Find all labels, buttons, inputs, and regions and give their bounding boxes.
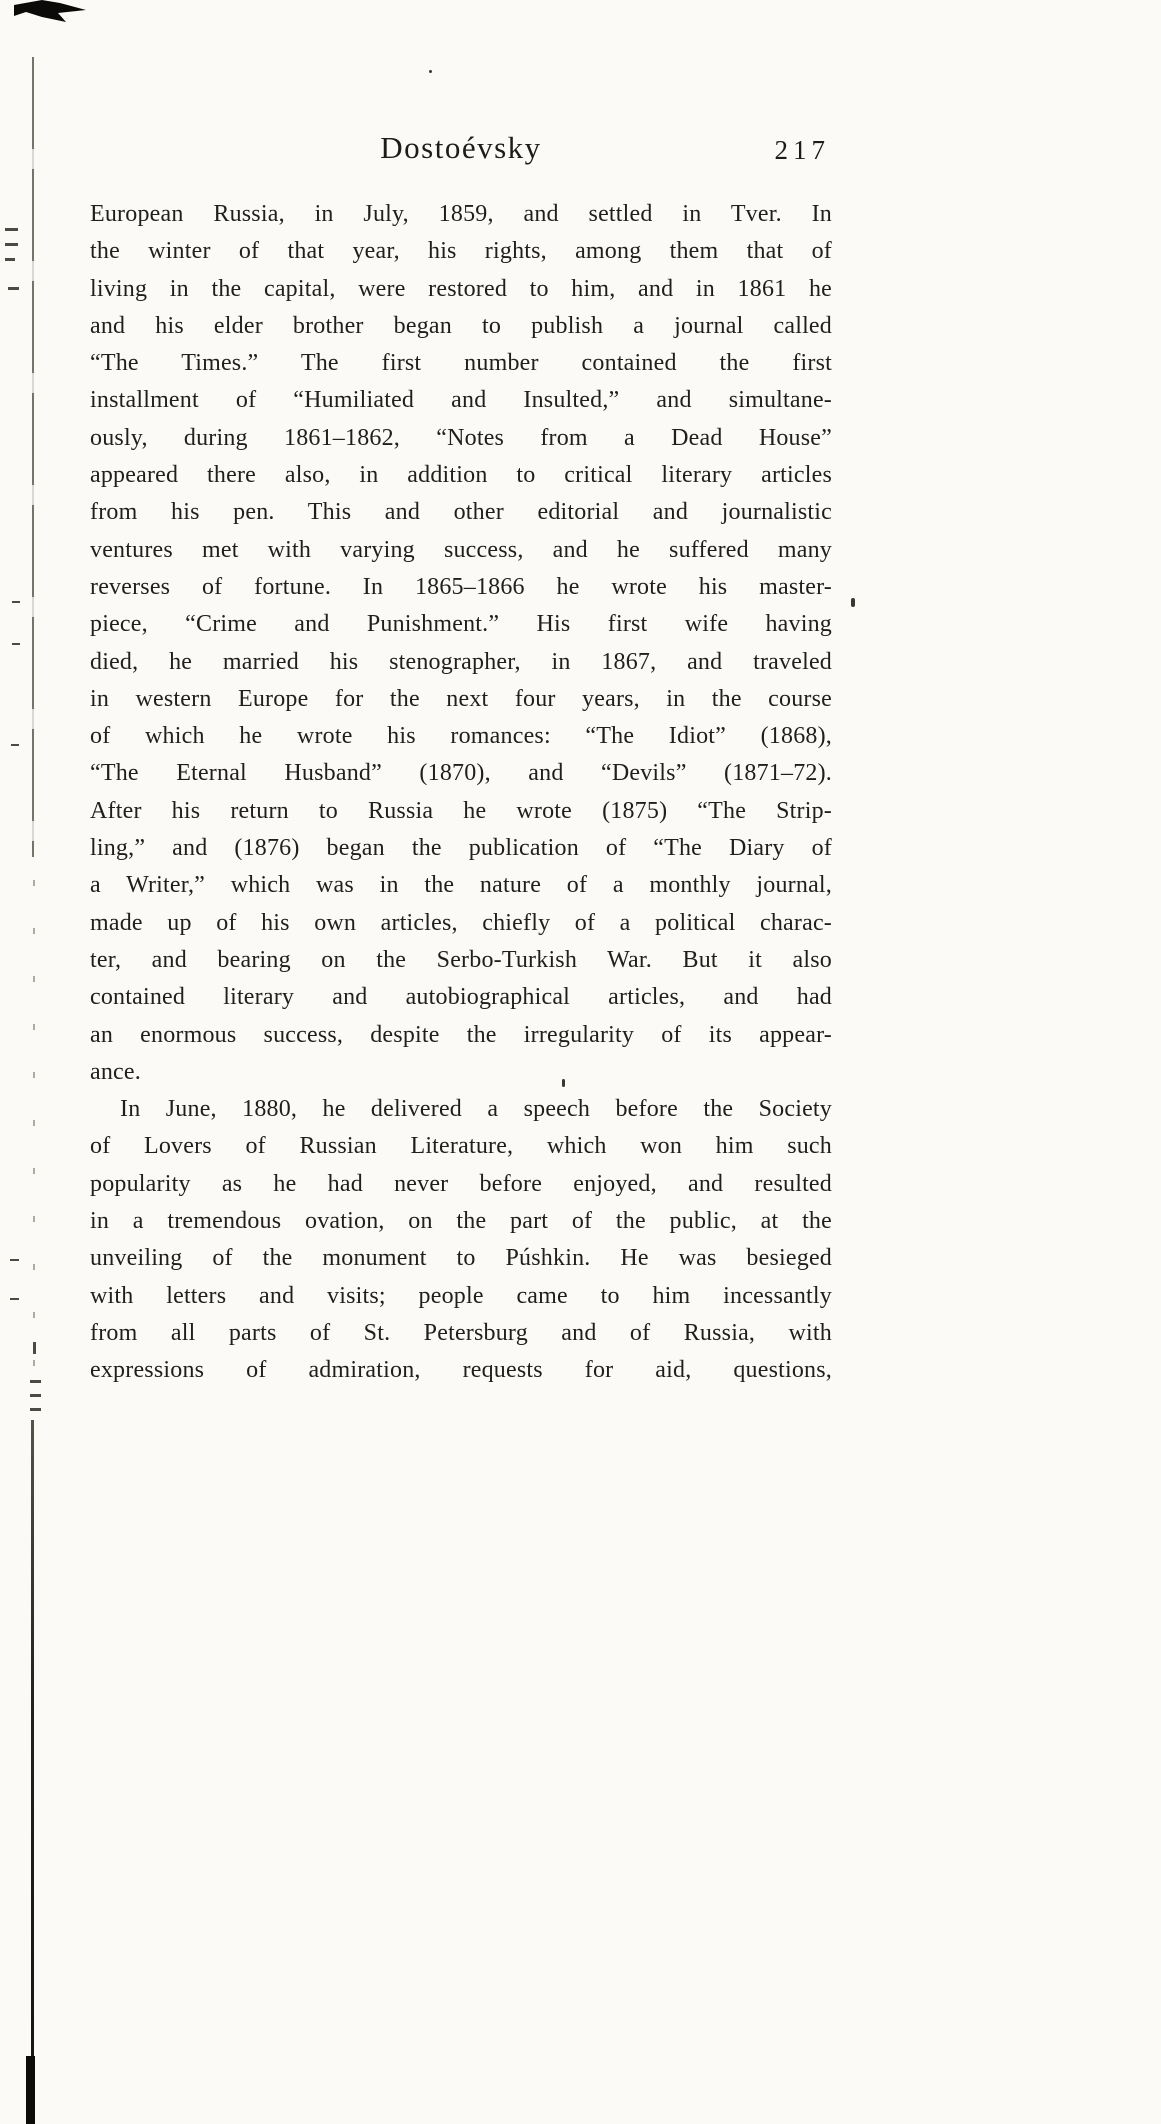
text-line: appeared there also, in addition to critical literary articles: [90, 462, 832, 489]
text-line: installment of “Humiliated and Insulted,” and simultane-: [90, 387, 832, 414]
scan-artifact-binding-rule-lower: [31, 1420, 34, 2124]
scan-artifact-binding-rule-upper: [32, 57, 34, 857]
scan-artifact-margin-dash: [8, 287, 19, 290]
scan-artifact-speck: [851, 598, 855, 607]
text-line: expressions of admiration, requests for aid, questions,: [90, 1357, 832, 1384]
text-line: of Lovers of Russian Literature, which won him such: [90, 1133, 832, 1160]
text-line: ance.: [90, 1058, 141, 1085]
scan-artifact-margin-dash: [30, 1394, 41, 1397]
running-title: Dostoévsky: [380, 130, 542, 165]
scan-artifact-margin-dash: [30, 1380, 41, 1383]
text-line: ventures met with varying success, and he suffered many: [90, 536, 832, 563]
scan-artifact-margin-dash: [10, 1298, 19, 1300]
scan-artifact-margin-dash: [5, 228, 18, 231]
text-line: ously, during 1861–1862, “Notes from a Dead House”: [90, 424, 832, 451]
text-line: “The Eternal Husband” (1870), and “Devils” (1871–72).: [90, 760, 832, 787]
text-line: In June, 1880, he delivered a speech before the Society: [120, 1096, 832, 1123]
scan-artifact-margin-dash: [5, 243, 18, 246]
text-line: in a tremendous ovation, on the part of the public, at the: [90, 1208, 832, 1235]
text-line: the winter of that year, his rights, among them that of: [90, 238, 832, 265]
scan-artifact-margin-dash: [10, 1259, 19, 1261]
text-line: from all parts of St. Petersburg and of Russia, with: [90, 1319, 832, 1346]
text-line: European Russia, in July, 1859, and settled in Tver. In: [90, 201, 832, 227]
text-line: a Writer,” which was in the nature of a monthly journal,: [90, 872, 832, 899]
text-block: [90, 196, 832, 1390]
text-line: and his elder brother began to publish a journal called: [90, 312, 832, 339]
text-line: After his return to Russia he wrote (1875) “The Strip-: [90, 797, 832, 824]
text-line: ter, and bearing on the Serbo-Turkish War. But it also: [90, 946, 832, 973]
text-line: made up of his own articles, chiefly of a political charac-: [90, 909, 832, 936]
text-line: an enormous success, despite the irregularity of its appear-: [90, 1021, 832, 1048]
paragraph: [90, 1091, 832, 1389]
scan-artifact-margin-dash: [12, 643, 20, 645]
text-line: unveiling of the monument to Púshkin. He was besieged: [90, 1245, 832, 1272]
page-number: 217: [774, 135, 830, 165]
scan-artifact-margin-dash: [30, 1408, 41, 1411]
text-line: died, he married his stenographer, in 1867, and traveled: [90, 648, 832, 675]
text-line: from his pen. This and other editorial and journalistic: [90, 499, 832, 526]
scan-artifact-margin-dash: [12, 601, 20, 603]
text-line: ling,” and (1876) began the publication of “The Diary of: [90, 835, 832, 862]
text-line: living in the capital, were restored to him, and in 1861 he: [90, 275, 832, 302]
text-line: reverses of fortune. In 1865–1866 he wrote his master-: [90, 573, 832, 600]
text-line: in western Europe for the next four years, in the course: [90, 685, 832, 712]
text-line: “The Times.” The first number contained the first: [90, 350, 832, 377]
page-header: [90, 130, 832, 174]
scan-artifact-speck: [429, 70, 432, 73]
scan-artifact-margin-tick: [33, 1342, 36, 1354]
scan-artifact-binding-rule-middle: [33, 880, 35, 1400]
scan-artifact-margin-dash: [5, 258, 15, 261]
text-line: contained literary and autobiographical articles, and had: [90, 984, 832, 1011]
text-line: popularity as he had never before enjoyed, and resulted: [90, 1170, 832, 1197]
scan-artifact-corner-mark: [8, 0, 88, 26]
scan-artifact-margin-dash: [11, 744, 19, 746]
text-line: of which he wrote his romances: “The Idiot” (1868),: [90, 723, 832, 750]
paragraph: [90, 196, 832, 1091]
scan-artifact-binding-rule-bottom: [26, 2056, 35, 2124]
text-line: piece, “Crime and Punishment.” His first wife having: [90, 611, 832, 638]
text-line: with letters and visits; people came to him incessantly: [90, 1282, 832, 1309]
